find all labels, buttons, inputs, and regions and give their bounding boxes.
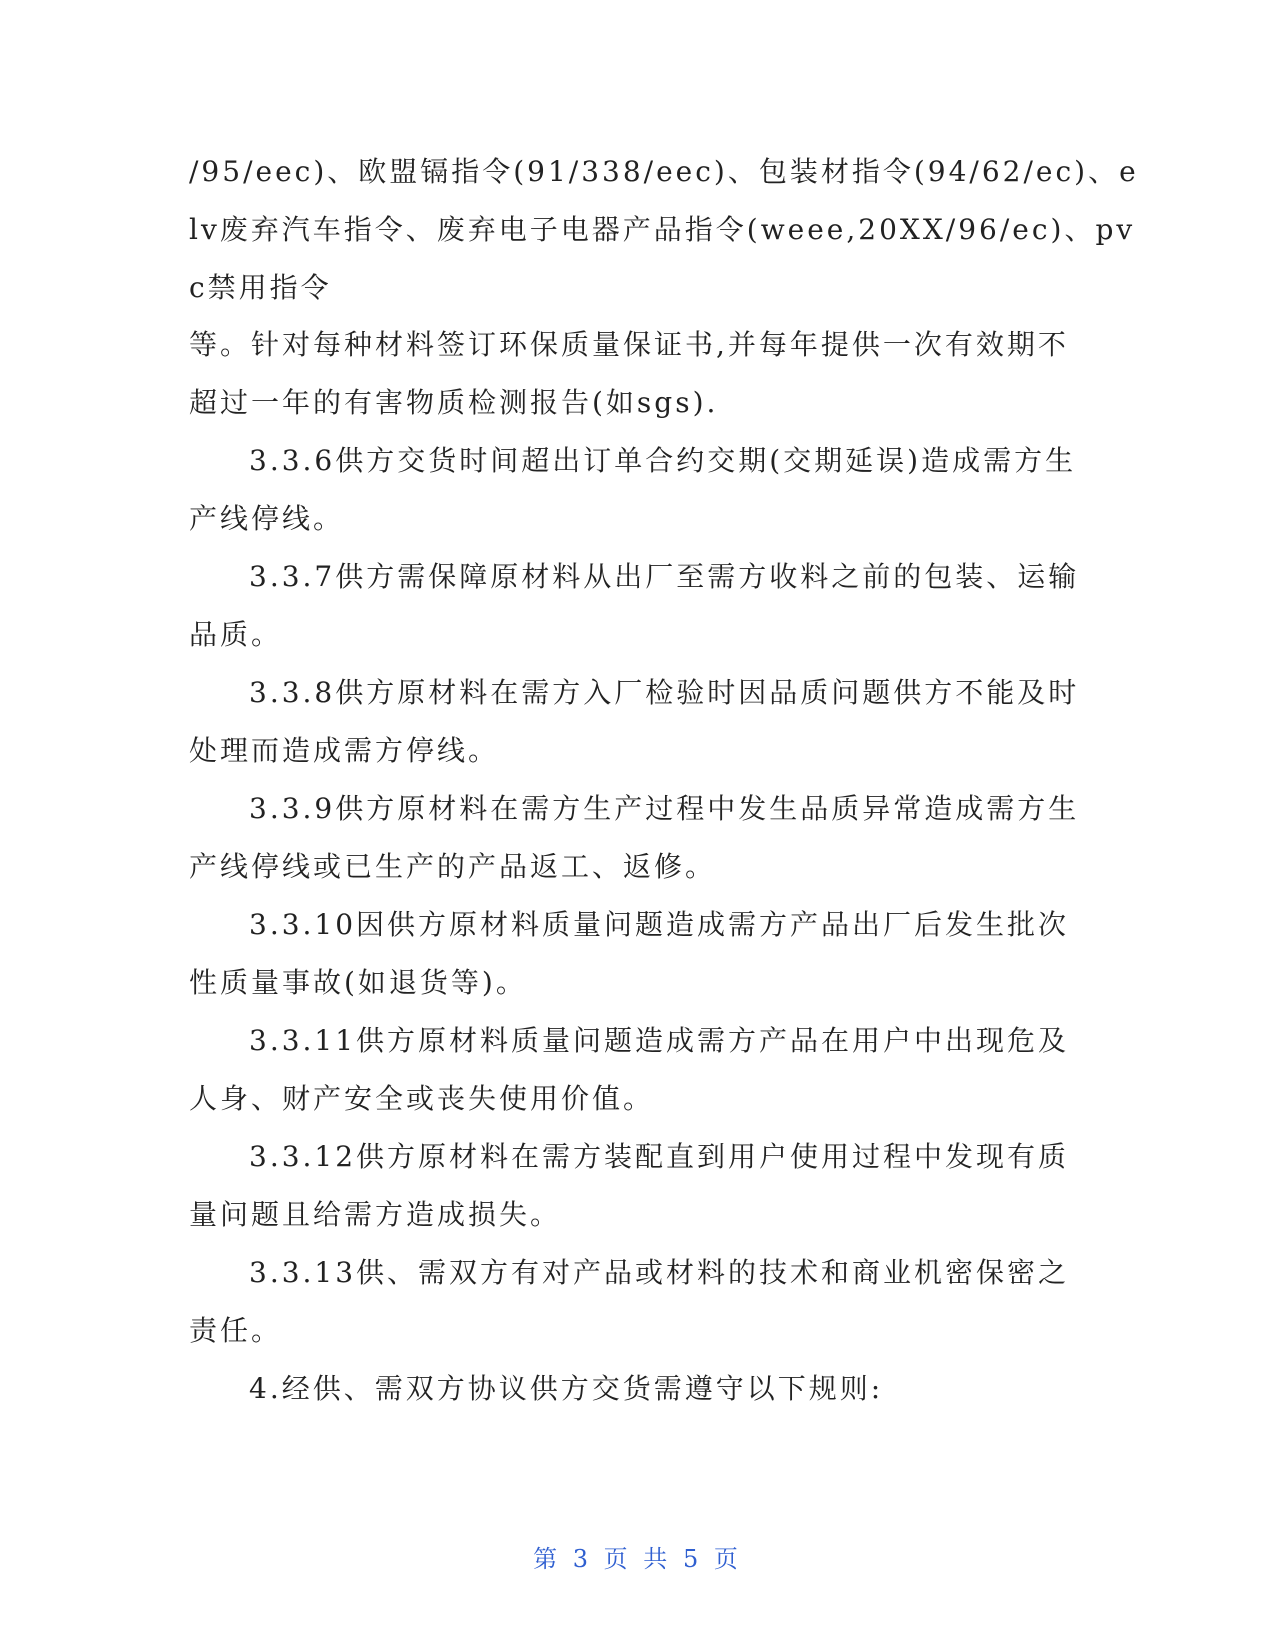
text-line: 品质。 bbox=[189, 618, 283, 651]
paragraph-first-line: 3.3.9供方原材料在需方生产过程中发生品质异常造成需方生 bbox=[249, 792, 1080, 825]
text-line: 处理而造成需方停线。 bbox=[189, 734, 500, 767]
paragraph-first-line: 3.3.13供、需双方有对产品或材料的技术和商业机密保密之 bbox=[249, 1256, 1070, 1289]
paragraph-first-line: 3.3.10因供方原材料质量问题造成需方产品出厂后发生批次 bbox=[249, 908, 1070, 941]
text-line: c禁用指令 bbox=[189, 271, 332, 304]
text-line: 责任。 bbox=[189, 1314, 283, 1347]
text-line: 量问题且给需方造成损失。 bbox=[189, 1198, 562, 1231]
paragraph-first-line: 3.3.8供方原材料在需方入厂检验时因品质问题供方不能及时 bbox=[249, 676, 1080, 709]
text-line: 等。针对每种材料签订环保质量保证书,并每年提供一次有效期不 bbox=[189, 328, 1069, 361]
paragraph-first-line: 3.3.11供方原材料质量问题造成需方产品在用户中出现危及 bbox=[249, 1024, 1070, 1057]
text-line: 性质量事故(如退货等)。 bbox=[189, 966, 527, 999]
paragraph-first-line: 3.3.6供方交货时间超出订单合约交期(交期延误)造成需方生 bbox=[249, 444, 1077, 477]
text-line: 产线停线或已生产的产品返工、返修。 bbox=[189, 850, 717, 883]
text-line: 超过一年的有害物质检测报告(如sgs). bbox=[189, 386, 719, 419]
text-line: 产线停线。 bbox=[189, 502, 345, 535]
paragraph-first-line: 4.经供、需双方协议供方交货需遵守以下规则: bbox=[249, 1372, 884, 1405]
paragraph-first-line: 3.3.7供方需保障原材料从出厂至需方收料之前的包装、运输 bbox=[249, 560, 1080, 593]
paragraph-first-line: 3.3.12供方原材料在需方装配直到用户使用过程中发现有质 bbox=[249, 1140, 1070, 1173]
page-number-footer: 第 3 页 共 5 页 bbox=[533, 1545, 742, 1573]
text-line: /95/eec)、欧盟镉指令(91/338/eec)、包装材指令(94/62/ec)、e bbox=[189, 155, 1139, 188]
text-line: lv废弃汽车指令、废弃电子电器产品指令(weee,20XX/96/ec)、pv bbox=[189, 213, 1136, 246]
text-line: 人身、财产安全或丧失使用价值。 bbox=[189, 1082, 655, 1115]
